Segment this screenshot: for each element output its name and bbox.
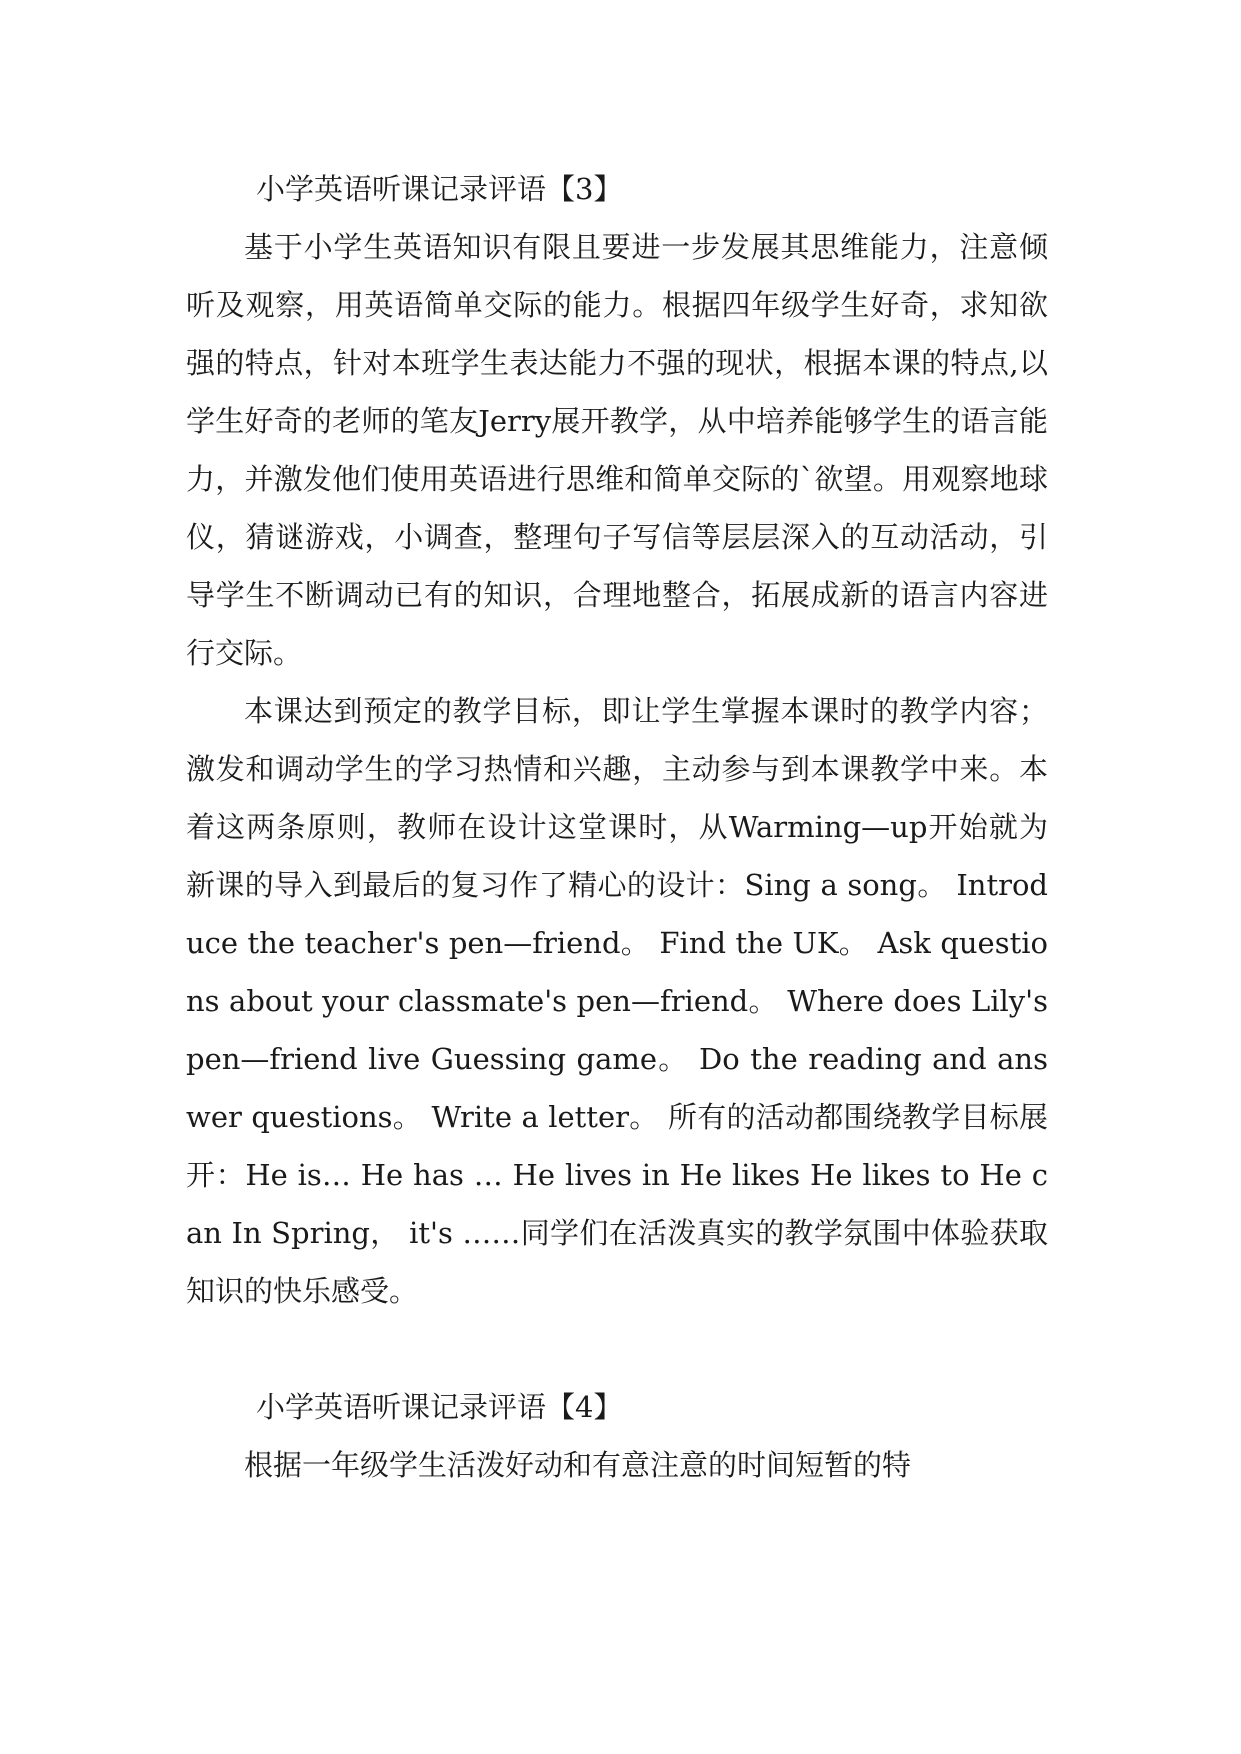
- section-divider: [186, 1320, 1048, 1378]
- paragraph: 本课达到预定的教学目标，即让学生掌握本课时的教学内容；激发和调动学生的学习热情和兴趣，主动参与到本课教学中来。本着这两条原则，教师在设计这堂课时，从Warming—up开始就为新课的导入到最后的复习作了精心的设计：Sing a song。 Introduce the teacher's pen—friend。 Find the UK。 Ask questions about your classmate's pen—friend。 Where does Lily's pen—friend live Guessing game。 Do the reading and answer questions。 Write a letter。 所有的活动都围绕教学目标展开：He is… He has … He lives in He likes He likes to He can In Spring， it's ……同学们在活泼真实的教学氛围中体验获取知识的快乐感受。: [186, 694, 1048, 1308]
- section-4: [186, 1378, 1048, 1494]
- section-3: [186, 160, 1048, 1320]
- section-heading: 小学英语听课记录评语【3】: [256, 172, 623, 206]
- section-heading: 小学英语听课记录评语【4】: [256, 1390, 623, 1424]
- paragraph: 根据一年级学生活泼好动和有意注意的时间短暂的特: [244, 1448, 912, 1482]
- document-body: [186, 160, 1048, 1494]
- paragraph: 基于小学生英语知识有限且要进一步发展其思维能力，注意倾听及观察，用英语简单交际的能力。根据四年级学生好奇，求知欲强的特点，针对本班学生表达能力不强的现状，根据本课的特点,以学生好奇的老师的笔友Jerry展开教学，从中培养能够学生的语言能力，并激发他们使用英语进行思维和简单交际的`欲望。用观察地球仪，猜谜游戏，小调查，整理句子写信等层层深入的互动活动，引导学生不断调动已有的知识，合理地整合，拓展成新的语言内容进行交际。: [186, 230, 1048, 670]
